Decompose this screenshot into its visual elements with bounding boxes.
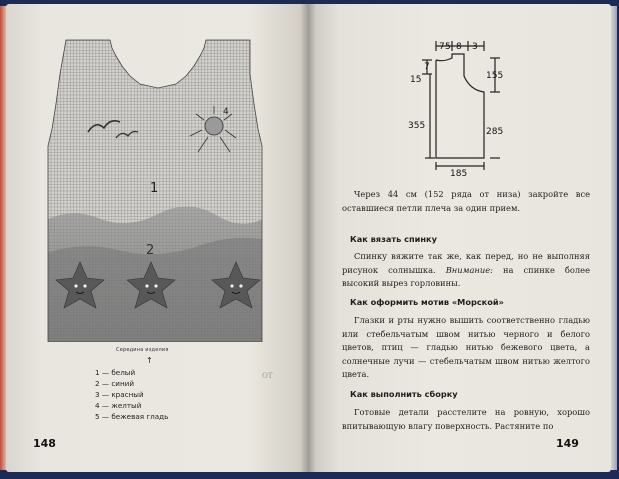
paragraph-2: Спинку вяжите так же, как перед, но не выполняя рисунок солнышка. Внимание: на спинке более высокий вырез горловины. [342,251,590,289]
right-page-edge [611,6,617,470]
sun-label-4: 4 [223,107,229,117]
paragraph [342,188,590,215]
legend-item: 2 — синий [95,379,135,388]
book-spine [300,4,316,472]
zone-label-2: 2 [146,243,155,258]
paragraph-4: Готовые детали расстелите на ровную, хорошо впитывающую влагу поверхность. Растяните по [342,407,590,431]
chart-caption: Середина изделия [116,347,169,353]
color-legend [95,367,168,422]
knitting-chart [38,34,276,342]
heading-motif: Как оформить мотив «Морской» [350,297,504,307]
dim-right-main: 285 [486,127,504,137]
zone-label-1: 1 [150,181,159,196]
dim-left-top: 7 [424,62,430,72]
dim-left-main: 355 [408,121,426,131]
paragraph [342,406,590,433]
heading-assembly: Как выполнить сборку [350,389,458,399]
page-number-right: 149 [556,437,579,450]
heading [342,233,590,247]
dim-top-5: 5 [445,42,451,52]
legend-item: 1 — белый [95,368,136,377]
paragraph-3: Глазки и рты нужно вышить соответственно гладью или стебельчатым швом нитью черного и белого цветов, птиц — гладью нитью бежевого цвета, а солнечные лучи — стебельчатым швом нитью желтого цвета. [342,315,590,380]
dim-top-8: 8 [456,42,462,52]
dim-top-7: 7 [439,42,445,52]
legend-item: 5 — бежевая гладь [95,412,169,421]
heading [342,388,590,402]
heading [342,296,590,310]
dim-top-3: 3 [472,42,478,52]
paragraph-1: Через 44 см (152 ряда от низа) закройте все оставшиеся петли плеча за один прием. [342,189,590,213]
dim-bottom: 185 [450,169,468,176]
dim-left-small: 15 [410,75,422,85]
center-arrow: ↑ [146,356,153,365]
heading-back: Как вязать спинку [350,234,437,244]
paragraph [342,314,590,382]
pattern-diagram [392,36,522,176]
legend-item: 3 — красный [95,390,144,399]
bleed-through-text: ОТ [262,372,273,380]
dim-right-small: 155 [486,71,504,81]
page-number-left: 148 [33,437,56,450]
paragraph [342,250,590,291]
legend-item: 4 — желтый [95,401,142,410]
